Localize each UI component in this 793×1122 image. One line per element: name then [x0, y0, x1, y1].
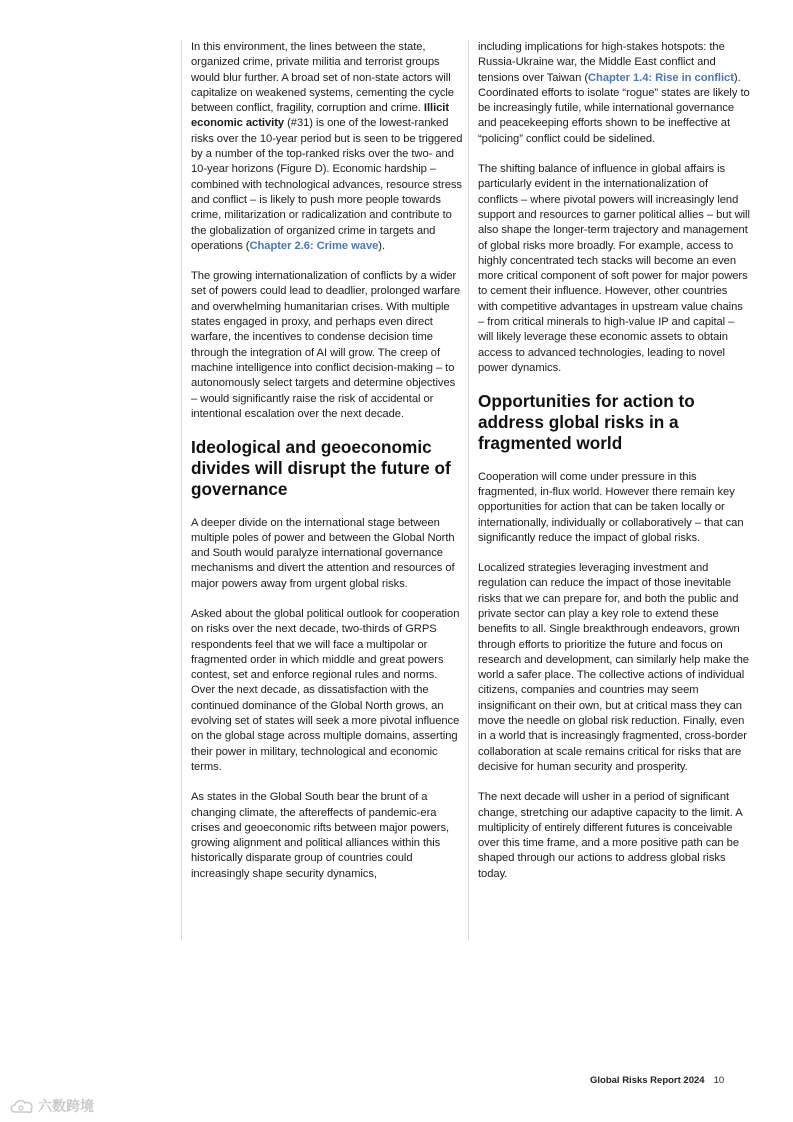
watermark [9, 1096, 94, 1116]
left-p1-text-d: ). [378, 239, 386, 252]
watermark-text: 六数跨境 [38, 1098, 94, 1114]
right-paragraph-4: Localized strategies leveraging investment and regulation can reduce the impact of those inevitable risks that we can prepare for, and both the public and private sector can play a key role to extend these benefits to all. Single breakthrough endeavors, grown through efforts to prioritize the future and focus on research and development, can similarly help make the world a safer place. The collective actions of individual citizens, companies and countries may seem insignificant on their own, but at critical mass they can move the needle on global risk reduction. Finally, even in a world that is increasingly fragmented, cross-border collaboration at scale remains critical for risks that are decisive for human security and prosperity. [478, 562, 749, 773]
section-heading-opportunities: Opportunities for action to address global risks in a fragmented world [478, 391, 695, 453]
page-number: 10 [713, 1075, 725, 1086]
right-paragraph-5: The next decade will usher in a period of significant change, stretching our adaptive capacity to the limit. A multiplicity of entirely different futures is conceivable over this time frame, and a more positive path can be shaped through our actions to address global risks today. [478, 791, 742, 880]
chapter-1-4-link[interactable]: Chapter 1.4: Rise in conflict [588, 71, 734, 84]
left-paragraph-4: Asked about the global political outlook for cooperation on risks over the next decade, two-thirds of GRPS respondents feel that we will face a multipolar or fragmented order in which middle and great powers contest, set and enforce regional rules and norms. Over the next decade, as dissatisfaction with the continued dominance of the Global North grows, an evolving set of states will seek a more pivotal influence on the global stage across multiple domains, asserting their power in military, technological and economic terms. [191, 608, 460, 773]
left-paragraph-5: As states in the Global South bear the brunt of a changing climate, the aftereffects of pandemic-era crises and geoeconomic rifts between major powers, growing alignment and political alliances within this historically disparate group of countries could increasingly shape security dynamics, [191, 791, 450, 880]
left-p1-text-a: In this environment, the lines between the state, organized crime, private militia and terrorist groups would blur further. A broad set of non-state actors will capitalize on weakened systems, cementing the cycle between conflict, fragility, corruption and crime. [191, 41, 454, 115]
cloud-logo-icon [9, 1097, 35, 1115]
right-paragraph-3: Cooperation will come under pressure in this fragmented, in-flux world. However there remain key opportunities for action that can be taken locally or internationally, individually or collaboratively – that can significantly reduce the impact of global risks. [478, 470, 744, 544]
left-p1-text-c: (#31) is one of the lowest-ranked risks over the 10-year period but is seen to be triggered by a number of the top-ranked risks over the two- and 10-year horizons (Figure D). Economic hardship – combined with technological advances, resource stress and conflict – is likely to push more people towards crime, militarization or radicalization and contribute to the globalization of organized crime in targets and operations ( [191, 117, 463, 252]
page-footer [590, 1075, 750, 1086]
right-paragraph-1 [478, 40, 750, 147]
report-title: Global Risks Report 2024 [590, 1075, 705, 1086]
right-paragraph-2: The shifting balance of influence in global affairs is particularly evident in the internationalization of conflicts – where pivotal powers will increasingly lend support and resources to garner political allies – but will also shape the longer-term trajectory and management of global risks more broadly. For example, access to highly concentrated tech stacks will become an even more critical component of soft power for major powers to cement their influence. However, other countries with competitive advantages in upstream value chains – from critical minerals to high-value IP and capital – will likely leverage these economic assets to obtain access to advanced technologies, leading to novel power dynamics. [478, 163, 750, 374]
section-heading-governance: Ideological and geoeconomic divides will disrupt the future of governance [191, 437, 451, 499]
right-p1-text-a: including implications for high-stakes hotspots: the Russia-Ukraine war, the Middle East conflict and tensions over Taiwan ( [478, 41, 725, 84]
left-paragraph-3: A deeper divide on the international stage between multiple poles of power and between the Global North and South would paralyze international governance mechanisms and divert the attention and resources of major powers away from urgent global risks. [191, 516, 455, 590]
left-column [181, 40, 463, 940]
illicit-economic-activity-term: Illicit economic activity [191, 102, 450, 130]
chapter-2-6-link[interactable]: Chapter 2.6: Crime wave [249, 239, 379, 252]
left-paragraph-1 [191, 40, 463, 254]
right-column [468, 40, 750, 940]
left-paragraph-2: The growing internationalization of conflicts by a wider set of powers could lead to deadlier, prolonged warfare and overwhelming humanitarian crises. With multiple states engaged in proxy, and perhaps even direct warfare, the incentives to condense decision time through the integration of AI will grow. The creep of machine intelligence into conflict decision-making – to autonomously select targets and determine objectives – would significantly raise the risk of accidental or intentional escalation over the next decade. [191, 270, 461, 420]
right-p1-text-b: ). Coordinated efforts to isolate “rogue” states are likely to be increasingly futile, while international governance and peacekeeping efforts shown to be ineffective at “policing” conflict could be sidelined. [478, 71, 750, 145]
